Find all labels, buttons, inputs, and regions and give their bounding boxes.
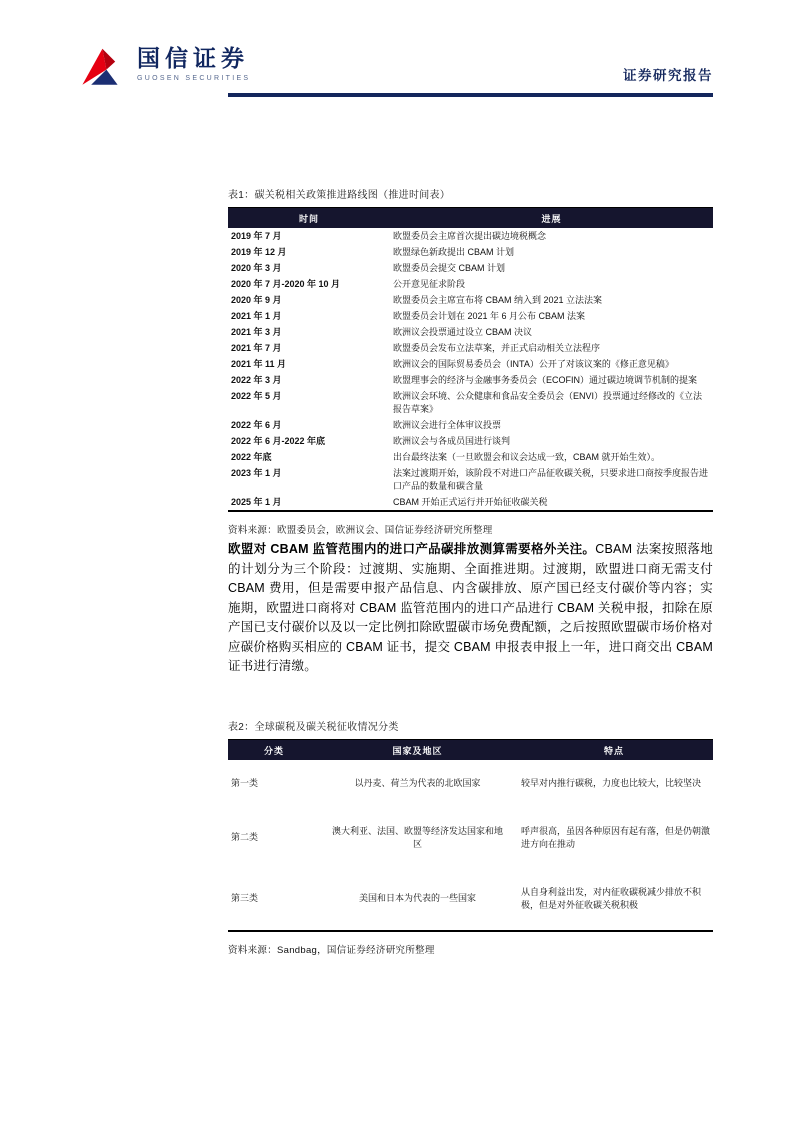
time-cell: 2021 年 7 月 — [231, 342, 282, 353]
logo-name-en: GUOSEN SECURITIES — [137, 75, 251, 82]
progress-cell: 欧洲议会与各成员国进行谈判 — [393, 435, 511, 446]
table2-source-note: 资料来源：Sandbag，国信证券经济研究所整理 — [228, 944, 435, 956]
region-cell: 澳大利亚、法国、欧盟等经济发达国家和地区 — [331, 825, 503, 849]
time-cell: 2022 年 5 月 — [231, 390, 282, 401]
table-row — [228, 760, 713, 808]
column-header-traits: 特点 — [515, 740, 713, 761]
table-row — [228, 340, 713, 356]
table-row — [228, 808, 713, 869]
time-cell: 2020 年 7 月-2020 年 10 月 — [231, 278, 341, 289]
table-row — [228, 292, 713, 308]
region-cell: 以丹麦、荷兰为代表的北欧国家 — [354, 778, 481, 788]
time-cell: 2022 年 3 月 — [231, 374, 282, 385]
column-header-region: 国家及地区 — [320, 740, 515, 761]
column-header-category: 分类 — [228, 740, 320, 761]
time-cell: 2021 年 1 月 — [231, 310, 282, 321]
time-cell: 2022 年 6 月-2022 年底 — [231, 435, 326, 446]
time-cell: 2022 年 6 月 — [231, 419, 282, 430]
time-cell: 2021 年 11 月 — [231, 358, 287, 369]
carbon-tax-classification-table — [228, 739, 713, 932]
progress-cell: 欧洲议会进行全体审议投票 — [393, 419, 502, 430]
logo-text-group — [137, 46, 250, 82]
table-row — [228, 465, 713, 494]
time-cell: 2025 年 1 月 — [231, 496, 282, 507]
time-cell: 2021 年 3 月 — [231, 326, 282, 337]
paragraph-lead-sentence: 欧盟对 CBAM 监管范围内的进口产品碳排放测算需要格外关注。 — [228, 542, 596, 556]
table-row — [228, 372, 713, 388]
progress-cell: 欧盟委员会主席宣布将 CBAM 纳入到 2021 立法法案 — [393, 294, 603, 305]
table-row — [228, 244, 713, 260]
table-row — [228, 260, 713, 276]
progress-cell: 公开意见征求阶段 — [393, 278, 466, 289]
progress-cell: 欧盟委员会计划在 2021 年 6 月公布 CBAM 法案 — [393, 310, 586, 321]
category-cell: 第二类 — [231, 832, 259, 843]
progress-cell: 欧盟委员会主席首次提出碳边境税概念 — [393, 230, 547, 241]
policy-timeline-table — [228, 207, 713, 512]
paragraph-body-text: CBAM 法案按照落地的计划分为三个阶段：过渡期、实施期、全面推进期。过渡期，欧盟进口商无需支付 CBAM 费用，但是需要申报产品信息、内含碳排放、原产国已经支付碳价等内容；实施期，欧盟进口商将对 CBAM 监管范围内的进口产品进行 CBAM 关税申报，扣除在原产国已支付碳价以及以一定比例扣除欧盟碳市场免费配额，之后按照欧盟碳市场价格对应碳价格购买相应的 CBAM 证书，提交 CBAM 申报表申报上一年，进口商交出 CBAM 证书进行清缴。 — [228, 542, 713, 673]
report-type-label: 证券研究报告 — [623, 68, 713, 83]
region-cell: 美国和日本为代表的一些国家 — [358, 893, 476, 904]
progress-cell: 欧盟委员会发布立法草案，并正式启动相关立法程序 — [393, 342, 601, 353]
table2-caption: 表2：全球碳税及碳关税征收情况分类 — [228, 722, 399, 733]
progress-cell: 欧盟理事会的经济与金融事务委员会（ECOFIN）通过碳边境调节机制的提案 — [393, 374, 698, 385]
table-row — [228, 433, 713, 449]
progress-cell: 欧洲议会的国际贸易委员会（INTA）公开了对该议案的《修正意见稿》 — [393, 358, 674, 369]
header-divider — [228, 93, 713, 97]
progress-cell: 法案过渡期开始，该阶段不对进口产品征收碳关税，只要求进口商按季度报告进口产品的数量和碳含量 — [393, 467, 709, 491]
guosen-logo — [80, 46, 250, 93]
table-row — [228, 388, 713, 417]
table-row — [228, 308, 713, 324]
table-row — [228, 324, 713, 340]
time-cell: 2022 年底 — [231, 451, 272, 462]
traits-cell: 较早对内推行碳税，力度也比较大，比较坚决 — [521, 778, 702, 788]
table1-caption: 表1：碳关税相关政策推进路线图（推进时间表） — [228, 190, 451, 201]
progress-cell: 欧洲议会环境、公众健康和食品安全委员会（ENVI）投票通过经修改的《立法报告草案》 — [393, 390, 703, 414]
progress-cell: 欧洲议会投票通过设立 CBAM 决议 — [393, 326, 533, 337]
column-header-time: 时间 — [228, 208, 390, 229]
logo-name-cn: 国信证券 — [137, 46, 249, 71]
progress-cell: 欧盟委员会提交 CBAM 计划 — [393, 262, 506, 273]
column-header-progress: 进展 — [390, 208, 713, 229]
table-row — [228, 869, 713, 931]
table-header-row — [228, 208, 713, 229]
traits-cell: 从自身利益出发，对内征收碳税减少排放不积极，但是对外征收碳关税积极 — [521, 886, 702, 910]
traits-cell: 呼声很高，虽因各种原因有起有落，但是仍朝激进方向在推动 — [521, 825, 711, 849]
progress-cell: CBAM 开始正式运行并开始征收碳关税 — [393, 496, 548, 507]
category-cell: 第三类 — [231, 893, 259, 904]
time-cell: 2023 年 1 月 — [231, 467, 282, 478]
table-header-row — [228, 740, 713, 761]
guosen-logo-icon — [80, 48, 128, 93]
table2-section — [228, 718, 713, 956]
table-row — [228, 417, 713, 433]
table1-source-note: 资料来源：欧盟委员会，欧洲议会、国信证券经济研究所整理 — [228, 525, 493, 536]
time-cell: 2019 年 7 月 — [231, 230, 282, 241]
table-row — [228, 276, 713, 292]
table1-section — [228, 186, 713, 536]
time-cell: 2020 年 9 月 — [231, 294, 282, 305]
body-paragraph-section — [228, 540, 713, 677]
time-cell: 2020 年 3 月 — [231, 262, 282, 273]
progress-cell: 欧盟绿色新政提出 CBAM 计划 — [393, 246, 515, 257]
table-row — [228, 494, 713, 511]
table-row — [228, 228, 713, 244]
table-row — [228, 356, 713, 372]
body-paragraph — [228, 540, 713, 677]
table-row — [228, 449, 713, 465]
progress-cell: 出台最终法案（一旦欧盟会和议会达成一致，CBAM 就开始生效）。 — [393, 451, 661, 462]
category-cell: 第一类 — [231, 778, 259, 788]
time-cell: 2019 年 12 月 — [231, 246, 287, 257]
